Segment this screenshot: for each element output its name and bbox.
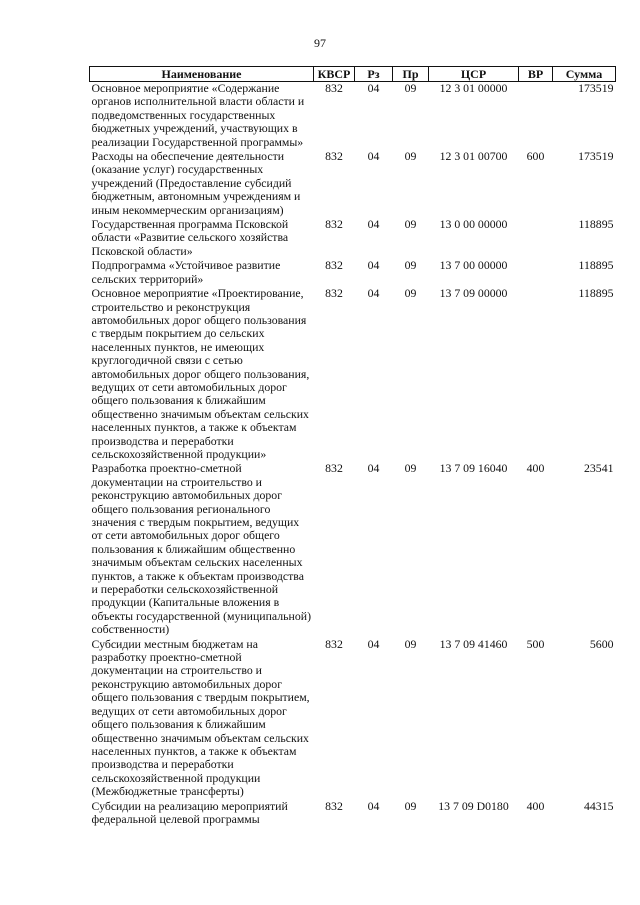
row-vr: 600 [526,149,545,164]
table-row [90,218,616,259]
row-vr [519,259,553,287]
row-kvsr: 832 [325,798,343,813]
row-pr: 09 [404,258,417,273]
row-kvsr: 832 [325,217,343,232]
row-sum: 23541 [584,461,614,476]
table-row [90,638,616,800]
row-name: Основное мероприятие «Содержание органов исполнительной власти области и подведомственных государственных бюджетных учреждений, участвующих в реализации Государственной программы» [91,81,305,149]
row-sum: 118895 [578,258,614,273]
row-pr: 09 [404,461,417,476]
row-name: Государственная программа Псковской области «Развитие сельского хозяйства Псковской области» [91,217,289,258]
row-pr: 09 [404,149,417,164]
row-name: Субсидии местным бюджетам на разработку проектно-сметной документации на строительство и реконструкцию автомобильных дорог общего пользования с твердым покрытием, ведущих от сети автомобильных дорог общего пользования к ближайшим общественно значимым объектам сельских населенных пунктов, а также к объектам производства и переработки сельскохозяйственной продукции (Межбюджетные трансферты) [91,636,310,799]
row-kvsr: 832 [325,149,343,164]
row-csr: 13 7 09 00000 [439,286,508,301]
row-vr: 400 [526,798,545,813]
table-row [90,82,616,151]
row-sum: 5600 [589,636,614,651]
row-sum: 118895 [578,286,614,301]
row-sum: 173519 [578,81,614,95]
row-rz: 04 [367,258,380,273]
row-pr: 09 [404,217,417,232]
row-vr: 400 [526,461,545,476]
row-rz: 04 [367,286,380,301]
row-pr: 09 [404,798,417,813]
row-kvsr: 832 [325,636,343,651]
budget-table [89,66,616,827]
table-row [90,462,616,637]
row-pr: 09 [404,636,417,651]
row-sum: 118895 [578,217,614,232]
row-vr [519,218,553,259]
row-rz: 04 [367,149,380,164]
row-vr [519,82,553,151]
row-kvsr: 832 [325,286,343,301]
row-csr: 13 7 09 D0180 [438,798,509,813]
row-name: Расходы на обеспечение деятельности (оказание услуг) государственных учреждений (Предоставление субсидий бюджетным, автономным учреждениям и иным некоммерческим организациям) [91,149,301,217]
row-csr: 13 7 09 16040 [439,461,508,476]
row-rz: 04 [367,636,380,651]
header-rz: Рз [355,67,393,82]
row-csr: 13 7 00 00000 [439,258,508,273]
row-name: Разработка проектно-сметной документации на строительство и реконструкцию автомобильных дорог общего пользования регионального значения с твердым покрытием, ведущих от сети автомобильных дорог общего пользования к ближайшим общественно значимым объектам сельских населенных пунктов, а также к объектам производства и переработки сельскохозяйственной продукции (Капитальные вложения в объекты государственной (муниципальной) собственности) [91,461,311,637]
row-pr: 09 [404,286,417,301]
row-csr: 13 0 00 00000 [439,217,508,232]
table-row [90,259,616,287]
row-sum: 173519 [578,149,614,164]
row-rz: 04 [367,217,380,232]
table-row [90,150,616,218]
row-name: Основное мероприятие «Проектирование, строительство и реконструкция автомобильных дорог общего пользования с твердым покрытием до сельских населенных пунктов, не имеющих круглогодичной связи с сетью автомобильных дорог общего пользования, ведущих от сети автомобильных дорог общего пользования к ближайшим общественно значимым объектам сельских населенных пунктов, а также к объектам производства и переработки сельскохозяйственной продукции» [91,286,310,461]
row-vr: 500 [526,636,545,651]
page-number: 97 [314,36,326,50]
header-name: Наименование [90,67,314,82]
row-vr [519,287,553,462]
header-csr: ЦСР [429,67,519,82]
row-rz: 04 [367,461,380,476]
row-csr: 13 7 09 41460 [439,636,508,651]
table-header-row [90,67,616,82]
row-kvsr: 832 [325,258,343,273]
row-sum: 44315 [584,798,614,813]
row-rz: 04 [367,81,380,95]
table-row [90,800,616,828]
header-vr: ВР [519,67,553,82]
row-pr: 09 [404,81,417,95]
row-rz: 04 [367,798,380,813]
header-pr: Пр [393,67,429,82]
header-kvsr: КВСР [314,67,355,82]
row-csr: 12 3 01 00700 [439,149,508,164]
table-row [90,287,616,462]
row-kvsr: 832 [325,81,343,95]
row-kvsr: 832 [325,461,343,476]
header-sum: Сумма [553,67,616,82]
row-csr: 12 3 01 00000 [439,81,508,95]
row-name: Субсидии на реализацию мероприятий федеральной целевой программы [91,798,288,826]
row-name: Подпрограмма «Устойчивое развитие сельских территорий» [91,258,281,286]
